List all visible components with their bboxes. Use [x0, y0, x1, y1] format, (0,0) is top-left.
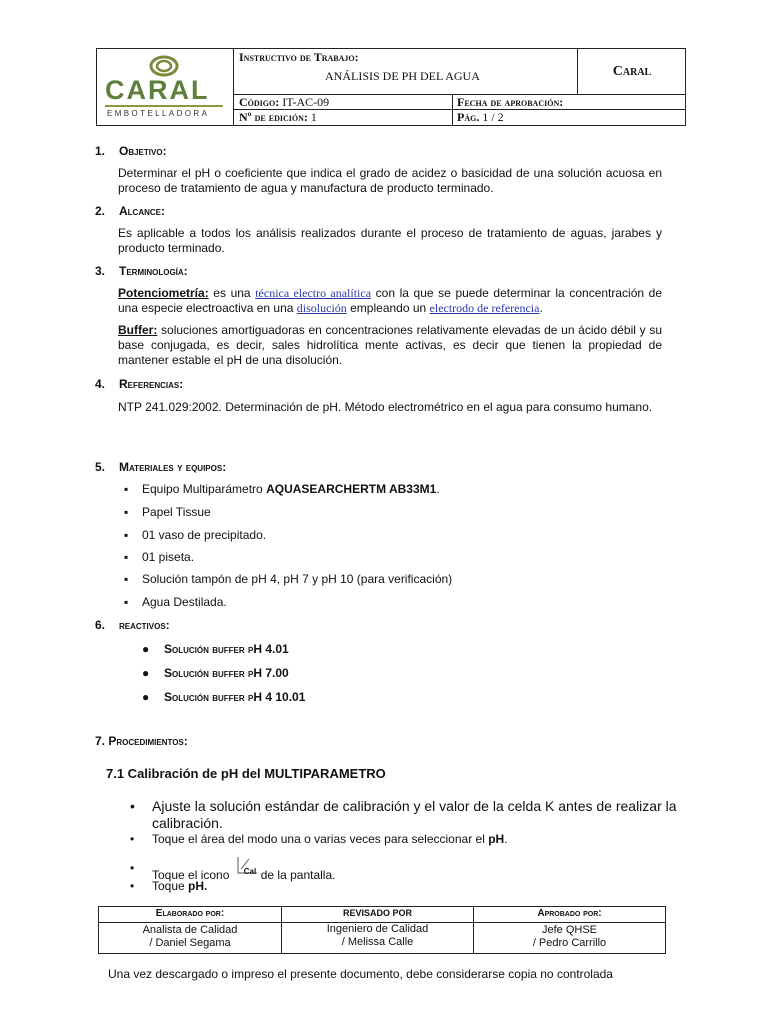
caral-emblem-icon: [149, 55, 179, 77]
code-value: IT-AC-09: [282, 95, 330, 109]
calibration-icon: Cal: [235, 861, 259, 883]
edition-label: Nº de edición:: [239, 110, 308, 124]
edition-value: 1: [310, 110, 317, 124]
section-title-reactivos: 6. reactivos:: [95, 618, 170, 632]
objetivo-text: Determinar el pH o coeficiente que indica el grado de acidez o basicidad de una solución acuosa en proceso de tratamiento de agua y manufactura de producto terminado.: [118, 166, 662, 195]
signature-table: [98, 906, 666, 954]
link-tecnica-electro-analitica[interactable]: técnica electro analítica: [255, 286, 372, 300]
potenciometria-definition: Potenciometría: es una técnica electro analítica con la que se puede determinar la concentración de una especie electroactiva en una disolución empleando un electrodo de referencia.: [118, 286, 663, 315]
revisado-column: REVISADO POR Ingeniero de Calidad / Melissa Calle: [326, 908, 429, 948]
list-item: ▪ 01 vaso de precipitado.: [124, 528, 267, 542]
link-disolucion[interactable]: disolución: [296, 301, 347, 315]
code-field: [239, 95, 329, 110]
page-value: 1 / 2: [482, 110, 504, 124]
referencias-text: NTP 241.029:2002. Determinación de pH. Método electrométrico en el agua para consumo humano.: [118, 400, 653, 414]
edition-field: [239, 110, 317, 125]
doc-title: ANÁLISIS DE PH DEL AGUA: [325, 69, 480, 83]
doc-type: Instructivo de Trabajo:: [239, 50, 359, 64]
logo-subtitle: EMBOTELLADORA: [107, 109, 210, 118]
list-item: ● Solución buffer pH 7.00: [142, 666, 289, 680]
logo-brand: CARAL: [105, 75, 210, 105]
approval-label: Fecha de aprobación:: [457, 95, 564, 109]
list-item: ▪ Solución tampón de pH 4, pH 7 y pH 10 (para verificación): [124, 572, 453, 586]
potenciometria-term: Potenciometría:: [118, 286, 209, 300]
elaborado-column: Elaborado por: Analista de Calidad / Daniel Segama: [142, 908, 238, 949]
section-title-referencias: 4. Referencias:: [95, 377, 184, 391]
logo-divider: [105, 105, 223, 107]
footer-note: Una vez descargado o impreso el presente documento, debe considerarse copia no controlada: [108, 967, 613, 981]
header-divider: [452, 94, 453, 125]
page-label: Pág.: [457, 110, 480, 124]
buffer-definition: Buffer: soluciones amortiguadoras en concentraciones relativamente elevadas de un ácido débil y su base conjugada, es decir, sales hidrolítica mente activas, es decir que tienen la propiedad de mantener estable el pH de una disolución.: [118, 323, 662, 367]
list-item: ▪ Equipo Multiparámetro AQUASEARCHERTM AB33M1.: [124, 482, 440, 496]
list-item: ▪ Papel Tissue: [124, 505, 211, 519]
section-title-terminologia: 3. Terminología:: [95, 264, 188, 278]
code-label: Código:: [239, 95, 280, 109]
list-item: ● Solución buffer pH 4.01: [142, 642, 289, 656]
alcance-text: Es aplicable a todos los análisis realizados durante el proceso de tratamiento de aguas, jarabes y producto terminado.: [118, 226, 662, 255]
link-electrodo-de-referencia[interactable]: electrodo de referencia: [429, 301, 540, 315]
company-name: Caral: [577, 49, 686, 95]
document-header: [96, 48, 686, 126]
page-field: [457, 110, 504, 125]
aprobado-column: Aprobado por: Jefe QHSE / Pedro Carrillo: [532, 908, 607, 949]
subsection-title-calibracion: 7.1 Calibración de pH del MULTIPARAMETRO: [106, 766, 386, 781]
buffer-term: Buffer:: [118, 323, 158, 337]
list-item: ● Solución buffer pH 4 10.01: [142, 690, 306, 704]
list-item: ▪ 01 piseta.: [124, 550, 195, 564]
logo: [97, 49, 234, 125]
section-title-alcance: 2. Alcance:: [95, 204, 165, 218]
section-title-objetivo: 1. Objetivo:: [95, 144, 167, 158]
section-title-procedimientos: 7. Procedimientos:: [95, 734, 188, 748]
list-item: ▪ Agua Destilada.: [124, 595, 227, 609]
section-title-materiales: 5. Materiales y equipos:: [95, 460, 227, 474]
